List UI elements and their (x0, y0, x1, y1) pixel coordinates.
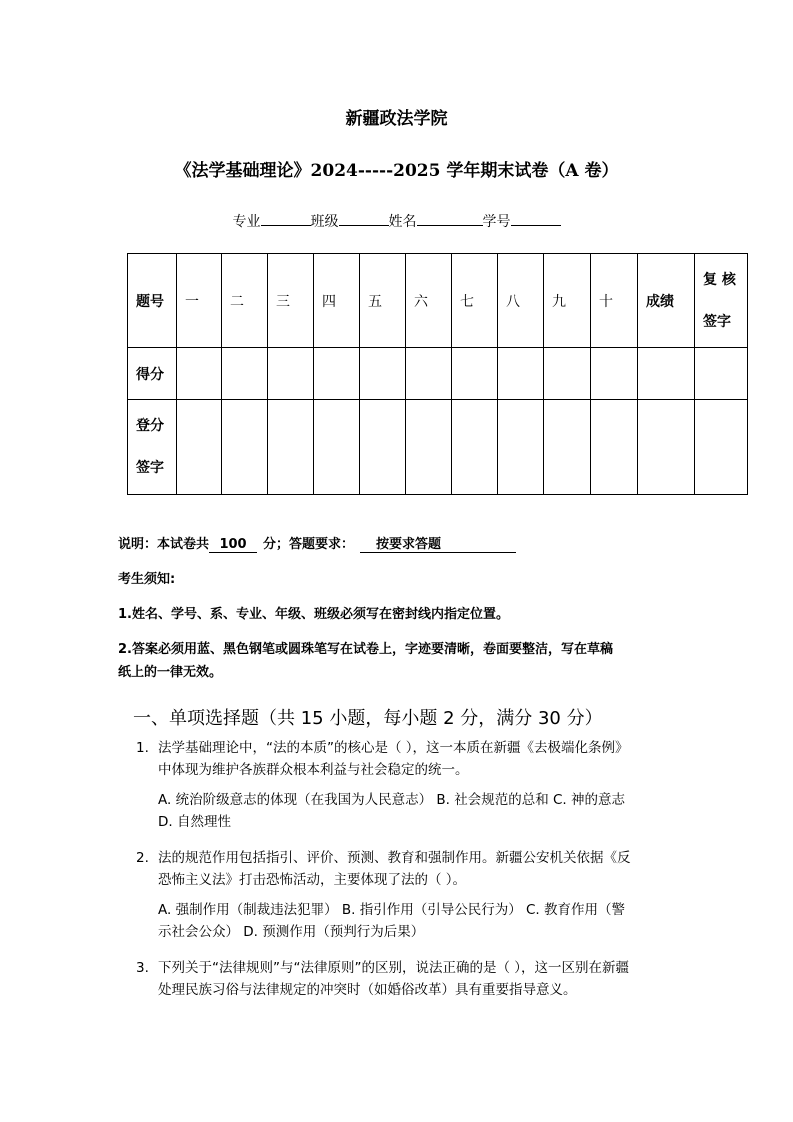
score-cell[interactable] (638, 348, 695, 400)
question-options-line1: A. 强制作用（制裁违法犯罪） B. 指引作用（引导公民行为） C. 教育作用（警 (158, 902, 626, 918)
sign-cell[interactable] (498, 400, 544, 495)
column-6: 六 (406, 254, 452, 348)
sign-cell[interactable] (222, 400, 268, 495)
score-label: 得分 (128, 348, 177, 400)
class-blank[interactable] (339, 211, 389, 226)
question-no-label: 题号 (128, 254, 177, 348)
major-label: 专业 (232, 214, 261, 230)
sign-cell[interactable] (406, 400, 452, 495)
score-cell[interactable] (177, 348, 222, 400)
column-5: 五 (360, 254, 406, 348)
exam-description (118, 533, 516, 553)
score-table (127, 253, 748, 495)
review-line2: 签字 (703, 313, 731, 330)
score-cell[interactable] (406, 348, 452, 400)
student-id-label: 学号 (482, 214, 511, 230)
sign-cell[interactable] (695, 400, 748, 495)
question-text-line1: 法的规范作用包括指引、评价、预测、教育和强制作用。新疆公安机关依据《反 (158, 850, 631, 866)
score-cell[interactable] (222, 348, 268, 400)
question-text-line2: 恐怖主义法》打击恐怖活动，主要体现了法的（ ）。 (158, 872, 467, 888)
student-info-line (0, 211, 793, 231)
notice-rule-2-line2: 纸上的一律无效。 (118, 665, 223, 680)
review-line1: 复 核 (703, 271, 736, 288)
question-text-line1: 下列关于“法律规则”与“法律原则”的区别，说法正确的是（ ），这一区别在新疆 (158, 960, 630, 976)
sign-line2: 签字 (136, 460, 164, 476)
sign-line1: 登分 (136, 418, 164, 434)
question-text-line2: 中体现为维护各族群众根本利益与社会稳定的统一。 (158, 762, 469, 778)
question-number: 2. (136, 850, 149, 866)
total-label: 成绩 (638, 254, 695, 348)
sign-cell[interactable] (452, 400, 498, 495)
notice-title: 考生须知: (118, 572, 176, 587)
question-3 (136, 957, 696, 1001)
school-name: 新疆政法学院 (345, 109, 448, 129)
name-label: 姓名 (388, 214, 417, 230)
sign-row (128, 400, 748, 495)
sign-cell[interactable] (314, 400, 360, 495)
question-2 (136, 847, 696, 943)
sign-cell[interactable] (544, 400, 591, 495)
total-points: 100 (209, 537, 257, 553)
score-cell[interactable] (591, 348, 638, 400)
score-cell[interactable] (544, 348, 591, 400)
sign-label (128, 400, 177, 495)
column-9: 九 (544, 254, 591, 348)
score-cell[interactable] (498, 348, 544, 400)
description-prefix: 说明：本试卷共 (118, 537, 210, 552)
column-8: 八 (498, 254, 544, 348)
column-4: 四 (314, 254, 360, 348)
exam-title: 《法学基础理论》2024-----2025 学年期末试卷（A 卷） (174, 161, 619, 181)
score-cell[interactable] (452, 348, 498, 400)
score-row (128, 348, 748, 400)
score-cell[interactable] (314, 348, 360, 400)
notice-rule-1: 1.姓名、学号、系、专业、年级、班级必须写在密封线内指定位置。 (118, 607, 509, 622)
sign-cell[interactable] (268, 400, 314, 495)
question-number: 3. (136, 960, 149, 976)
score-cell[interactable] (695, 348, 748, 400)
answer-requirement: 按要求答题 (360, 533, 516, 553)
review-sign-label (695, 254, 748, 348)
column-3: 三 (268, 254, 314, 348)
score-cell[interactable] (360, 348, 406, 400)
description-mid: 分；答题要求： (263, 537, 355, 552)
class-label: 班级 (310, 214, 339, 230)
question-number: 1. (136, 740, 149, 756)
sign-cell[interactable] (638, 400, 695, 495)
major-blank[interactable] (261, 211, 311, 226)
question-options-line2: 示社会公众） D. 预测作用（预判行为后果） (158, 924, 425, 940)
question-text-line1: 法学基础理论中，“法的本质”的核心是（ ），这一本质在新疆《去极端化条例》 (158, 740, 629, 756)
column-7: 七 (452, 254, 498, 348)
sign-cell[interactable] (591, 400, 638, 495)
section-1-title: 一、单项选择题（共 15 小题，每小题 2 分，满分 30 分） (133, 708, 603, 729)
column-1: 一 (177, 254, 222, 348)
column-10: 十 (591, 254, 638, 348)
column-2: 二 (222, 254, 268, 348)
student-id-blank[interactable] (511, 211, 561, 226)
sign-cell[interactable] (177, 400, 222, 495)
score-table-header-row (128, 254, 748, 348)
question-options-line1: A. 统治阶级意志的体现（在我国为人民意志） B. 社会规范的总和 C. 神的意志 (158, 792, 626, 808)
notice-rule-2-line1: 2.答案必须用蓝、黑色钢笔或圆珠笔写在试卷上，字迹要清晰，卷面要整洁，写在草稿 (118, 642, 613, 657)
question-text-line2: 处理民族习俗与法律规定的冲突时（如婚俗改革）具有重要指导意义。 (158, 982, 577, 998)
sign-cell[interactable] (360, 400, 406, 495)
question-1 (136, 737, 696, 833)
score-cell[interactable] (268, 348, 314, 400)
question-options-line2: D. 自然理性 (158, 814, 231, 830)
name-blank[interactable] (417, 211, 483, 226)
